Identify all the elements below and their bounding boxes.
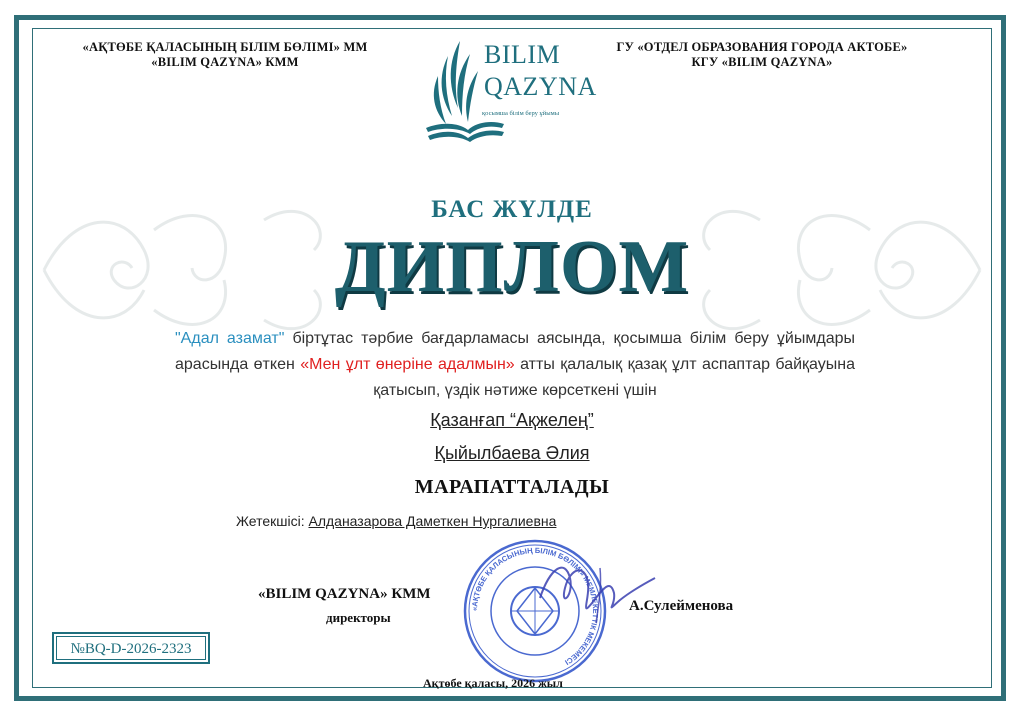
- registration-box: [52, 632, 210, 664]
- city-year: Ақтөбе қаласы, 2026 жыл: [423, 676, 563, 690]
- award-label: БАС ЖҮЛДЕ: [431, 196, 593, 223]
- body-text: [175, 326, 855, 404]
- stamp-text: «АҚТӨБЕ ҚАЛАСЫНЫҢ БІЛІМ БӨЛІМІ» МЕМЛЕКЕТТІК МЕКЕМЕСІ: [469, 545, 601, 668]
- program-name: "Адал азамат": [175, 330, 285, 347]
- logo-text-line2: QAZYNA: [484, 72, 597, 101]
- signer-name: А.Сулейменова: [629, 598, 734, 614]
- header-right: [592, 40, 932, 70]
- nomination: Қазанғап “Ақжелең”: [430, 410, 594, 430]
- teacher-label: Жетекшісі:: [236, 513, 309, 529]
- handwritten-signature: [530, 548, 660, 628]
- diploma-title: ДИПЛОМ: [334, 226, 690, 308]
- header-left-line2: «BILIM QAZYNA» КММ: [151, 55, 299, 69]
- contest-name: «Мен ұлт өнеріне адалмын»: [300, 356, 515, 373]
- awarded-label: МАРАПАТТАЛАДЫ: [414, 476, 610, 498]
- body-part2: атты қалалық қазақ ұлт аспаптар байқауына қатысып, үздік нәтиже көрсеткені үшін: [373, 356, 856, 399]
- recipient-name: Қыйылбаева Әлия: [434, 443, 590, 463]
- header-right-line2: КГУ «BILIM QAZYNA»: [691, 55, 833, 69]
- teacher-name: Алданазарова Даметкен Нургалиевна: [308, 513, 557, 529]
- logo-text-line1: BILIM: [484, 40, 561, 69]
- signature-org: «BILIM QAZYNA» КММ: [258, 586, 431, 602]
- logo-subtitle: қосымша білім беру ұйымы: [482, 110, 560, 117]
- registration-number: №BQ-D-2026-2323: [56, 636, 206, 660]
- body-part1: біртұтас тәрбие бағдарламасы аясында, қосымша білім беру ұйымдары арасында өткен: [175, 330, 855, 373]
- signature-role: директоры: [326, 610, 391, 625]
- header-right-line1: ГУ «ОТДЕЛ ОБРАЗОВАНИЯ ГОРОДА АКТОБЕ»: [616, 40, 908, 54]
- header-left: [60, 40, 390, 70]
- header-left-line1: «АҚТӨБЕ ҚАЛАСЫНЫҢ БІЛІМ БӨЛІМІ» ММ: [82, 40, 368, 54]
- teacher-line: [236, 513, 556, 529]
